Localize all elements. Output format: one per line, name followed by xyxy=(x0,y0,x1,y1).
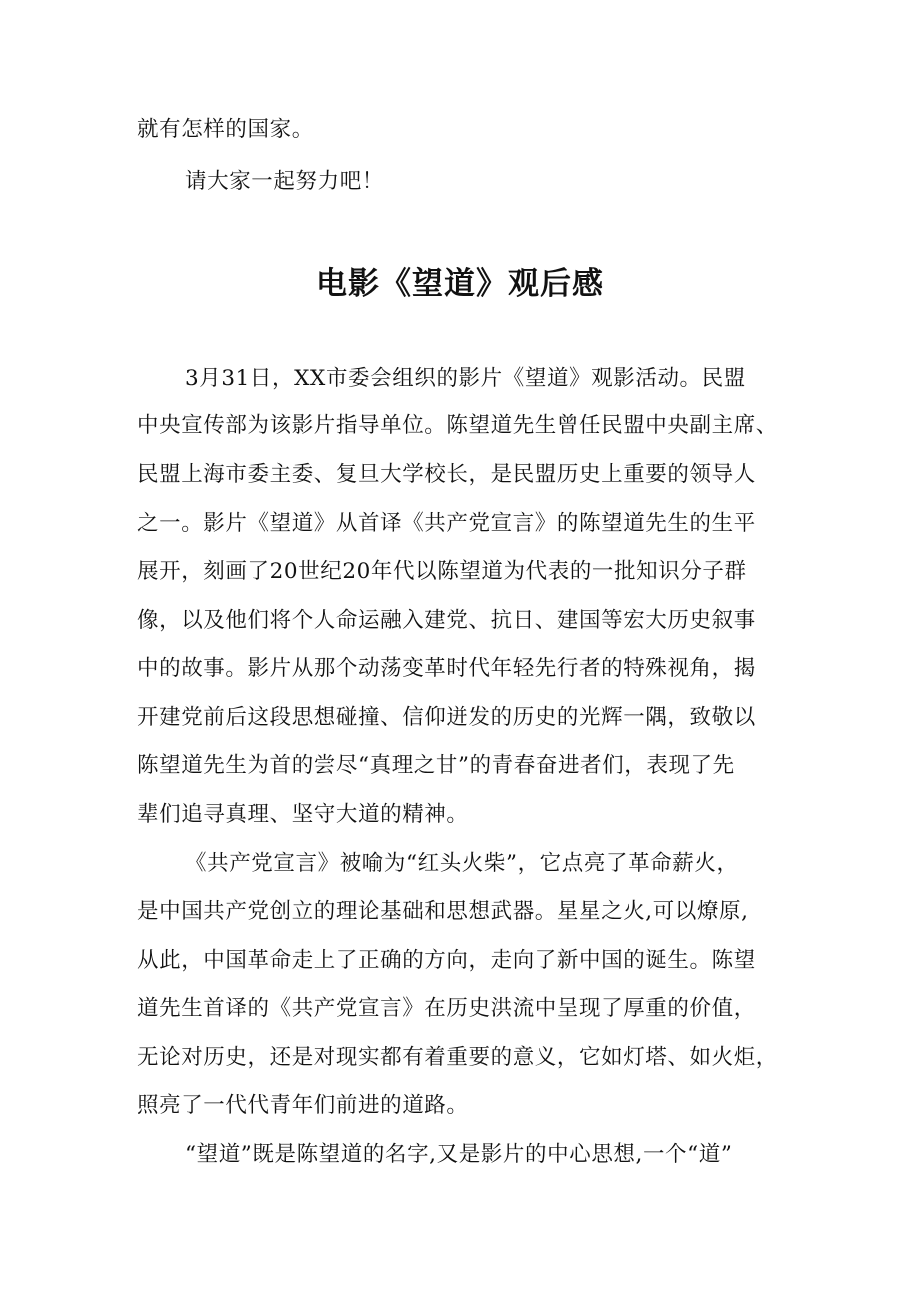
paragraph-line: 《共产党宣言》被喻为“红头火柴”，它点亮了革命薪火， xyxy=(185,851,739,876)
paragraph-line: 像，以及他们将个人命运融入建党、抗日、建国等宏大历史叙事 xyxy=(137,608,756,633)
paragraph-line: 展开，刻画了20世纪20年代以陈望道为代表的一批知识分子群 xyxy=(137,559,747,584)
paragraph-line: 是中国共产党创立的理论基础和思想武器。星星之火,可以燎原, xyxy=(137,899,749,924)
intro-line-2: 请大家一起努力吧！ xyxy=(185,169,384,194)
paragraph-line: “望道”既是陈望道的名字,又是影片的中心思想,一个“道” xyxy=(185,1142,733,1167)
paragraph-line: 无论对历史，还是对现实都有着重要的意义，它如灯塔、如火炬， xyxy=(137,1045,778,1070)
paragraph-line: 民盟上海市委主委、复旦大学校长，是民盟历史上重要的领导人 xyxy=(137,462,756,487)
paragraph-line: 中央宣传部为该影片指导单位。陈望道先生曾任民盟中央副主席、 xyxy=(137,413,778,438)
paragraph-line: 辈们追寻真理、坚守大道的精神。 xyxy=(137,802,469,827)
paragraph-line: 之一。影片《望道》从首译《共产党宣言》的陈望道先生的生平 xyxy=(137,511,756,536)
paragraph-line: 照亮了一代代青年们前进的道路。 xyxy=(137,1093,469,1118)
page-title: 电影《望道》观后感 xyxy=(316,266,604,302)
paragraph-line: 陈望道先生为首的尝尽“真理之甘”的青春奋进者们，表现了先 xyxy=(137,753,735,778)
paragraph-line: 开建党前后这段思想碰撞、信仰迸发的历史的光辉一隅，致敬以 xyxy=(137,705,756,730)
paragraph-line: 中的故事。影片从那个动荡变革时代年轻先行者的特殊视角，揭 xyxy=(137,656,756,681)
paragraph-line: 从此，中国革命走上了正确的方向，走向了新中国的诞生。陈望 xyxy=(137,948,756,973)
paragraph-line: 道先生首译的《共产党宣言》在历史洪流中呈现了厚重的价值， xyxy=(137,996,756,1021)
intro-line-1: 就有怎样的国家。 xyxy=(137,117,314,142)
paragraph-line: 3月31日，XX市委会组织的影片《望道》观影活动。民盟 xyxy=(185,366,746,391)
